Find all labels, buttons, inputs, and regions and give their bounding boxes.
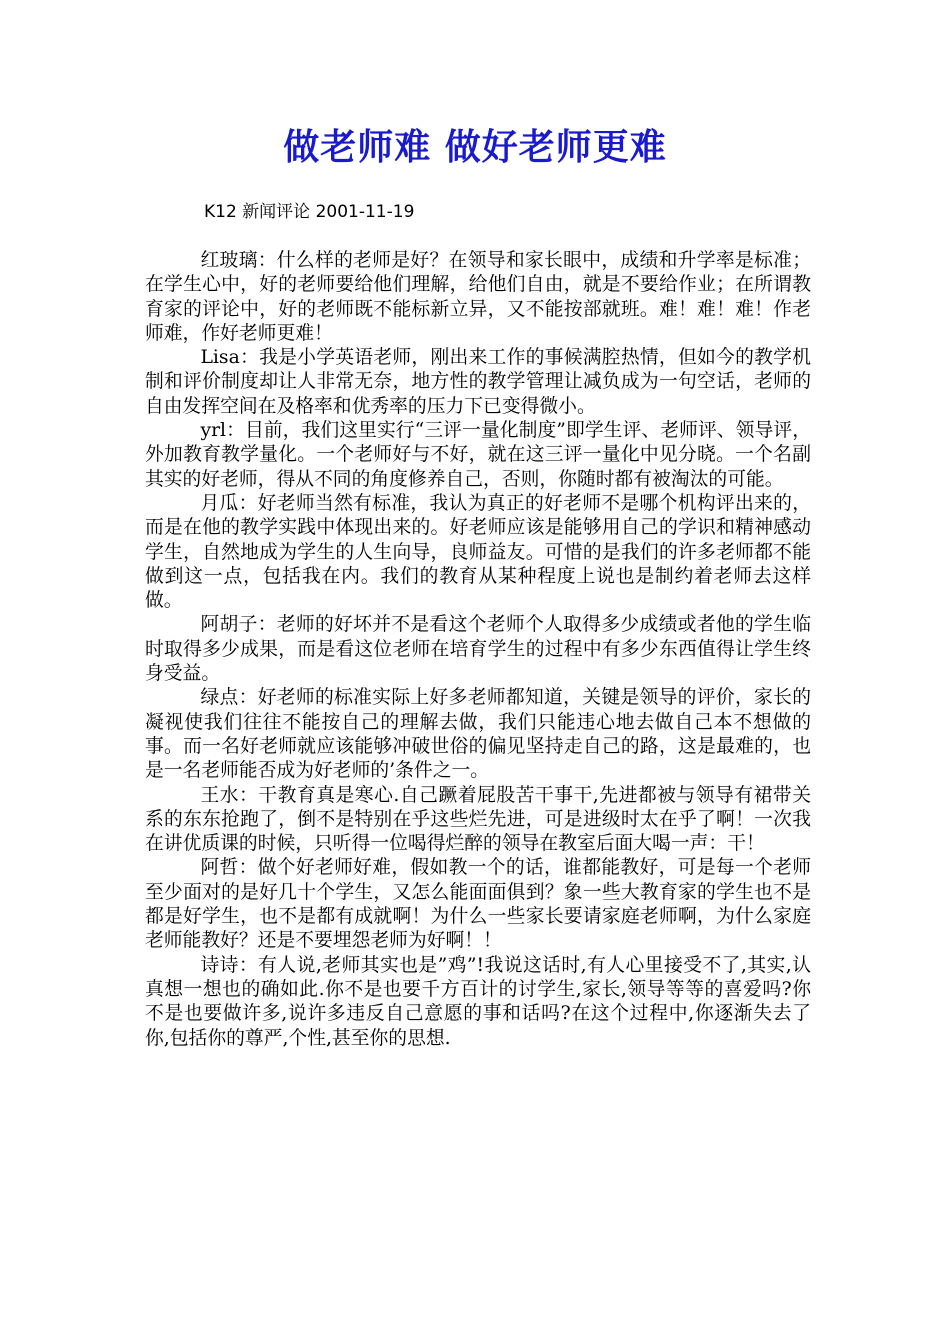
- document-meta: K12 新闻评论 2001-11-19: [204, 202, 415, 222]
- comment-paragraph: Lisa：我是小学英语老师，刚出来工作的事候满腔热情，但如今的教学机制和评价制度却让人非常无奈，地方性的教学管理让减负成为一句空话，老师的自由发挥空间在及格率和优秀率的压力下已变得微小。: [145, 347, 811, 417]
- document-body: [145, 249, 811, 1051]
- document-title: 做老师难 做好老师更难: [283, 127, 667, 168]
- comment-paragraph: 诗诗：有人说,老师其实也是”鸡”!我说这话时,有人心里接受不了,其实,认真想一想也的确如此.你不是也要千方百计的讨学生,家长,领导等等的喜爱吗?你不是也要做许多,说许多违反自己意愿的事和话吗?在这个过程中,你逐渐失去了你,包括你的尊严,个性,甚至你的思想.: [145, 954, 811, 1049]
- comment-paragraph: 月瓜：好老师当然有标准，我认为真正的好老师不是哪个机构评出来的，而是在他的教学实践中体现出来的。好老师应该是能够用自己的学识和精神感动学生，自然地成为学生的人生向导，良师益友。可惜的是我们的许多老师都不能做到这一点，包括我在内。我们的教育从某种程度上说也是制约着老师去这样做。: [145, 492, 811, 612]
- comment-paragraph: 红玻璃：什么样的老师是好？在领导和家长眼中，成绩和升学率是标准；在学生心中，好的老师要给他们理解，给他们自由，就是不要给作业；在所谓教育家的评论中，好的老师既不能标新立异，又不能按部就班。难！难！难！作老师难，作好老师更难！: [145, 250, 811, 344]
- comment-paragraph: 阿哲：做个好老师好难，假如教一个的话，谁都能教好，可是每一个老师至少面对的是好几十个学生，又怎么能面面俱到？象一些大教育家的学生也不是都是好学生，也不是都有成就啊！为什么一些家长要请家庭老师啊，为什么家庭老师能教好？还是不要埋怨老师为好啊！！: [145, 857, 811, 952]
- comment-paragraph: 阿胡子：老师的好坏并不是看这个老师个人取得多少成绩或者他的学生临时取得多少成果，而是看这位老师在培育学生的过程中有多少东西值得让学生终身受益。: [145, 614, 811, 685]
- comment-paragraph: yrl：目前，我们这里实行“三评一量化制度”即学生评、老师评、领导评，外加教育教学量化。一个老师好与不好，就在这三评一量化中见分晓。一个名副其实的好老师，得从不同的角度修养自己，否则，你随时都有被淘汰的可能。: [145, 420, 811, 490]
- comment-paragraph: 王水：干教育真是寒心.自己蹶着屁股苦干事干,先进都被与领导有裙带关系的东东抢跑了，倒不是特别在乎这些烂先进，可是进级时太在乎了啊！一次我在讲优质课的时候，只听得一位喝得烂醉的领导在教室后面大喝一声：干！: [145, 784, 811, 855]
- comment-paragraph: 绿点：好老师的标准实际上好多老师都知道，关键是领导的评价，家长的凝视使我们往往不能按自己的理解去做，我们只能违心地去做自己本不想做的事。而一名好老师就应该能够冲破世俗的偏见坚持走自己的路，这是最难的，也是一名老师能否成为好老师的’条件之一。: [145, 687, 811, 782]
